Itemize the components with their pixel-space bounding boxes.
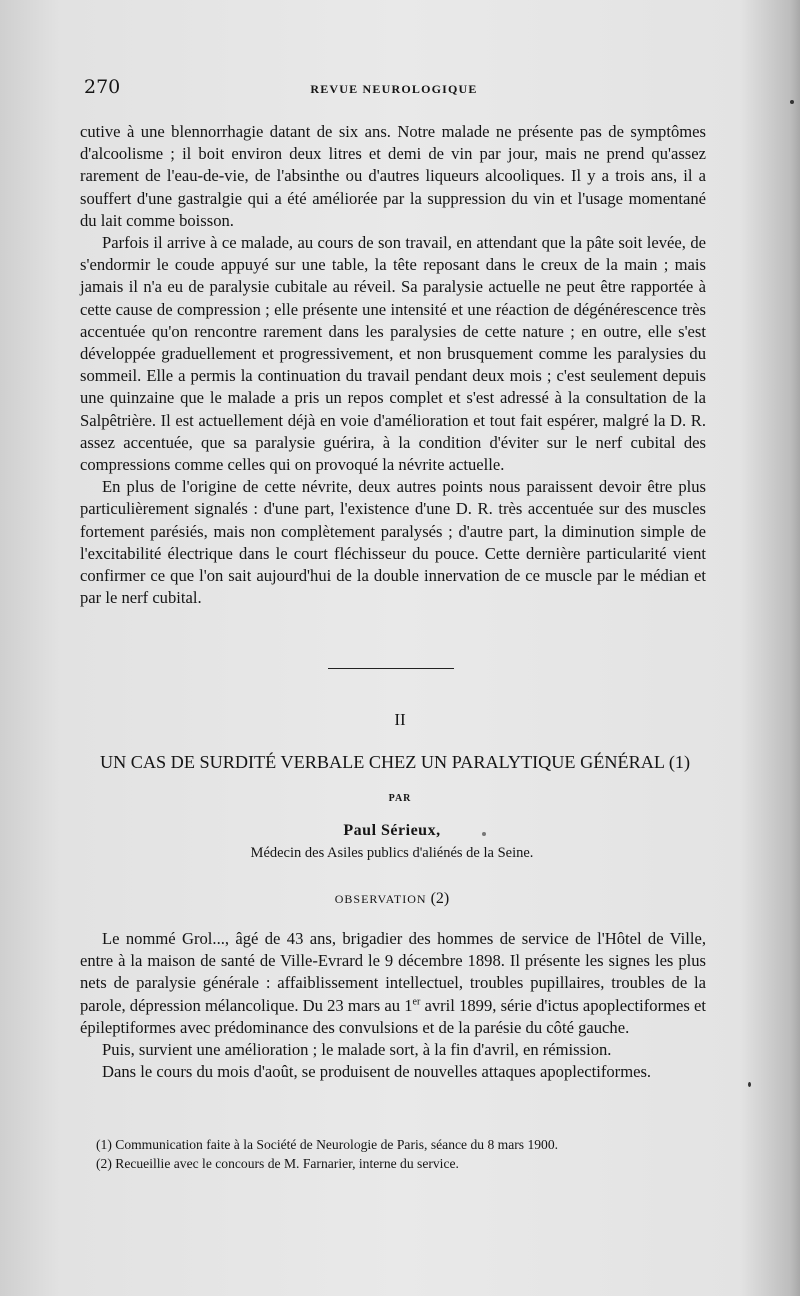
page-number: 270 <box>84 76 121 98</box>
paragraph: cutive à une blennorrhagie datant de six ans. Notre malade ne présente pas de symptômes d'alcoolisme ; il boit environ deux litres et demi de vin par jour, mais ne prend qu'assez rarement de l'eau-de-vie, de l'absinthe ou d'autres liqueurs alcooliques. Il y a trois ans, il a souffert d'une gastralgie qui a été améliorée par la suppression du vin et l'usage momentané du lait comme boisson. <box>80 122 706 230</box>
observation-footnote-ref: (2) <box>430 890 450 907</box>
paragraph: En plus de l'origine de cette névrite, deux autres points nous paraissent devoir être plus particulièrement signalés : d'une part, l'existence d'une D. R. très accentuée sur des muscles fortement parésiés, mais non complètement paralysés ; d'autre part, la diminution simple de l'excitabilité électrique dans le court fléchisseur du pouce. Cette dernière particularité vient confirmer ce que l'on sait aujourd'hui de la double innervation de ce muscle par le médian et par le nerf cubital. <box>80 477 706 608</box>
paragraph: Puis, survient une amélioration ; le malade sort, à la fin d'avril, en rémission. <box>102 1040 612 1060</box>
print-speck <box>482 832 486 836</box>
running-head <box>84 76 704 102</box>
author-name: Paul Sérieux, <box>343 822 441 839</box>
paragraph: Dans le cours du mois d'août, se produisent de nouvelles attaques apoplectiformes. <box>102 1062 652 1082</box>
paragraph: Parfois il arrive à ce malade, au cours de son travail, en attendant que la pâte soit levée, de s'endormir le coude appuyé sur une table, la tête reposant dans le creux de la main ; mais jamais il n'a eu de paralysie cubitale au réveil. Sa paralysie actuelle ne peut être rapportée à cette cause de compression ; elle présente une intensité et une réaction de dégénérescence très accentuée qu'on rencontre rarement dans les paralysies de cette nature ; en outre, elle s'est développée graduellement et progressivement, et non brusquement comme les paralysies du sommeil. Elle a permis la continuation du travail pendant deux mois ; c'est seulement depuis une quinzaine que le malade a pris un repos complet et s'est adressé à la consultation de la Salpêtrière. Il est actuellement déjà en voie d'amélioration et tout fait espérer, malgré la D. R. assez accentuée, que sa paralysie guérira, à la condition d'éviter sur le nerf cubital des compressions comme celles qui on provoqué la névrite actuelle. <box>80 233 706 475</box>
section-divider <box>328 668 454 669</box>
journal-title: REVUE NEUROLOGIQUE <box>310 82 478 96</box>
observation-heading <box>0 890 784 908</box>
section-numeral: II <box>394 710 406 729</box>
paragraph <box>80 928 706 1039</box>
observation-label: OBSERVATION <box>334 892 427 906</box>
footnote-2: (2) Recueillie avec le concours de M. Farnarier, interne du service. <box>96 1156 459 1171</box>
observation-text <box>80 928 706 1083</box>
paragraph-text: Le nommé Grol..., âgé de 43 ans, brigadier des hommes de service de l'Hôtel de Ville, entre à la maison de santé de Ville-Evrard le 9 décembre 1898. Il présente les signes les plus nets de paralysie générale : affaiblissement intellectuel, troubles pupillaires, troubles de la parole, dépression mélancolique. Du 23 mars au 1 <box>80 929 706 1015</box>
superscript-er: er <box>412 996 421 1008</box>
author-affiliation: Médecin des Asiles publics d'aliénés de la Seine. <box>250 845 534 861</box>
footnote-1: (1) Communication faite à la Société de Neurologie de Paris, séance du 8 mars 1900. <box>96 1137 559 1152</box>
continued-article-text <box>80 121 706 609</box>
by-label: PAR <box>388 793 412 804</box>
article-title: UN CAS DE SURDITÉ VERBALE CHEZ UN PARALYTIQUE GÉNÉRAL (1) <box>99 752 691 772</box>
print-speck <box>790 100 794 104</box>
print-speck <box>748 1082 751 1087</box>
paragraph-text: avril 1899, série d'ictus apoplectiformes et épileptiformes avec prédominance des convulsions et de la parésie du côté gauche. <box>80 995 706 1037</box>
footnotes <box>96 1135 716 1173</box>
